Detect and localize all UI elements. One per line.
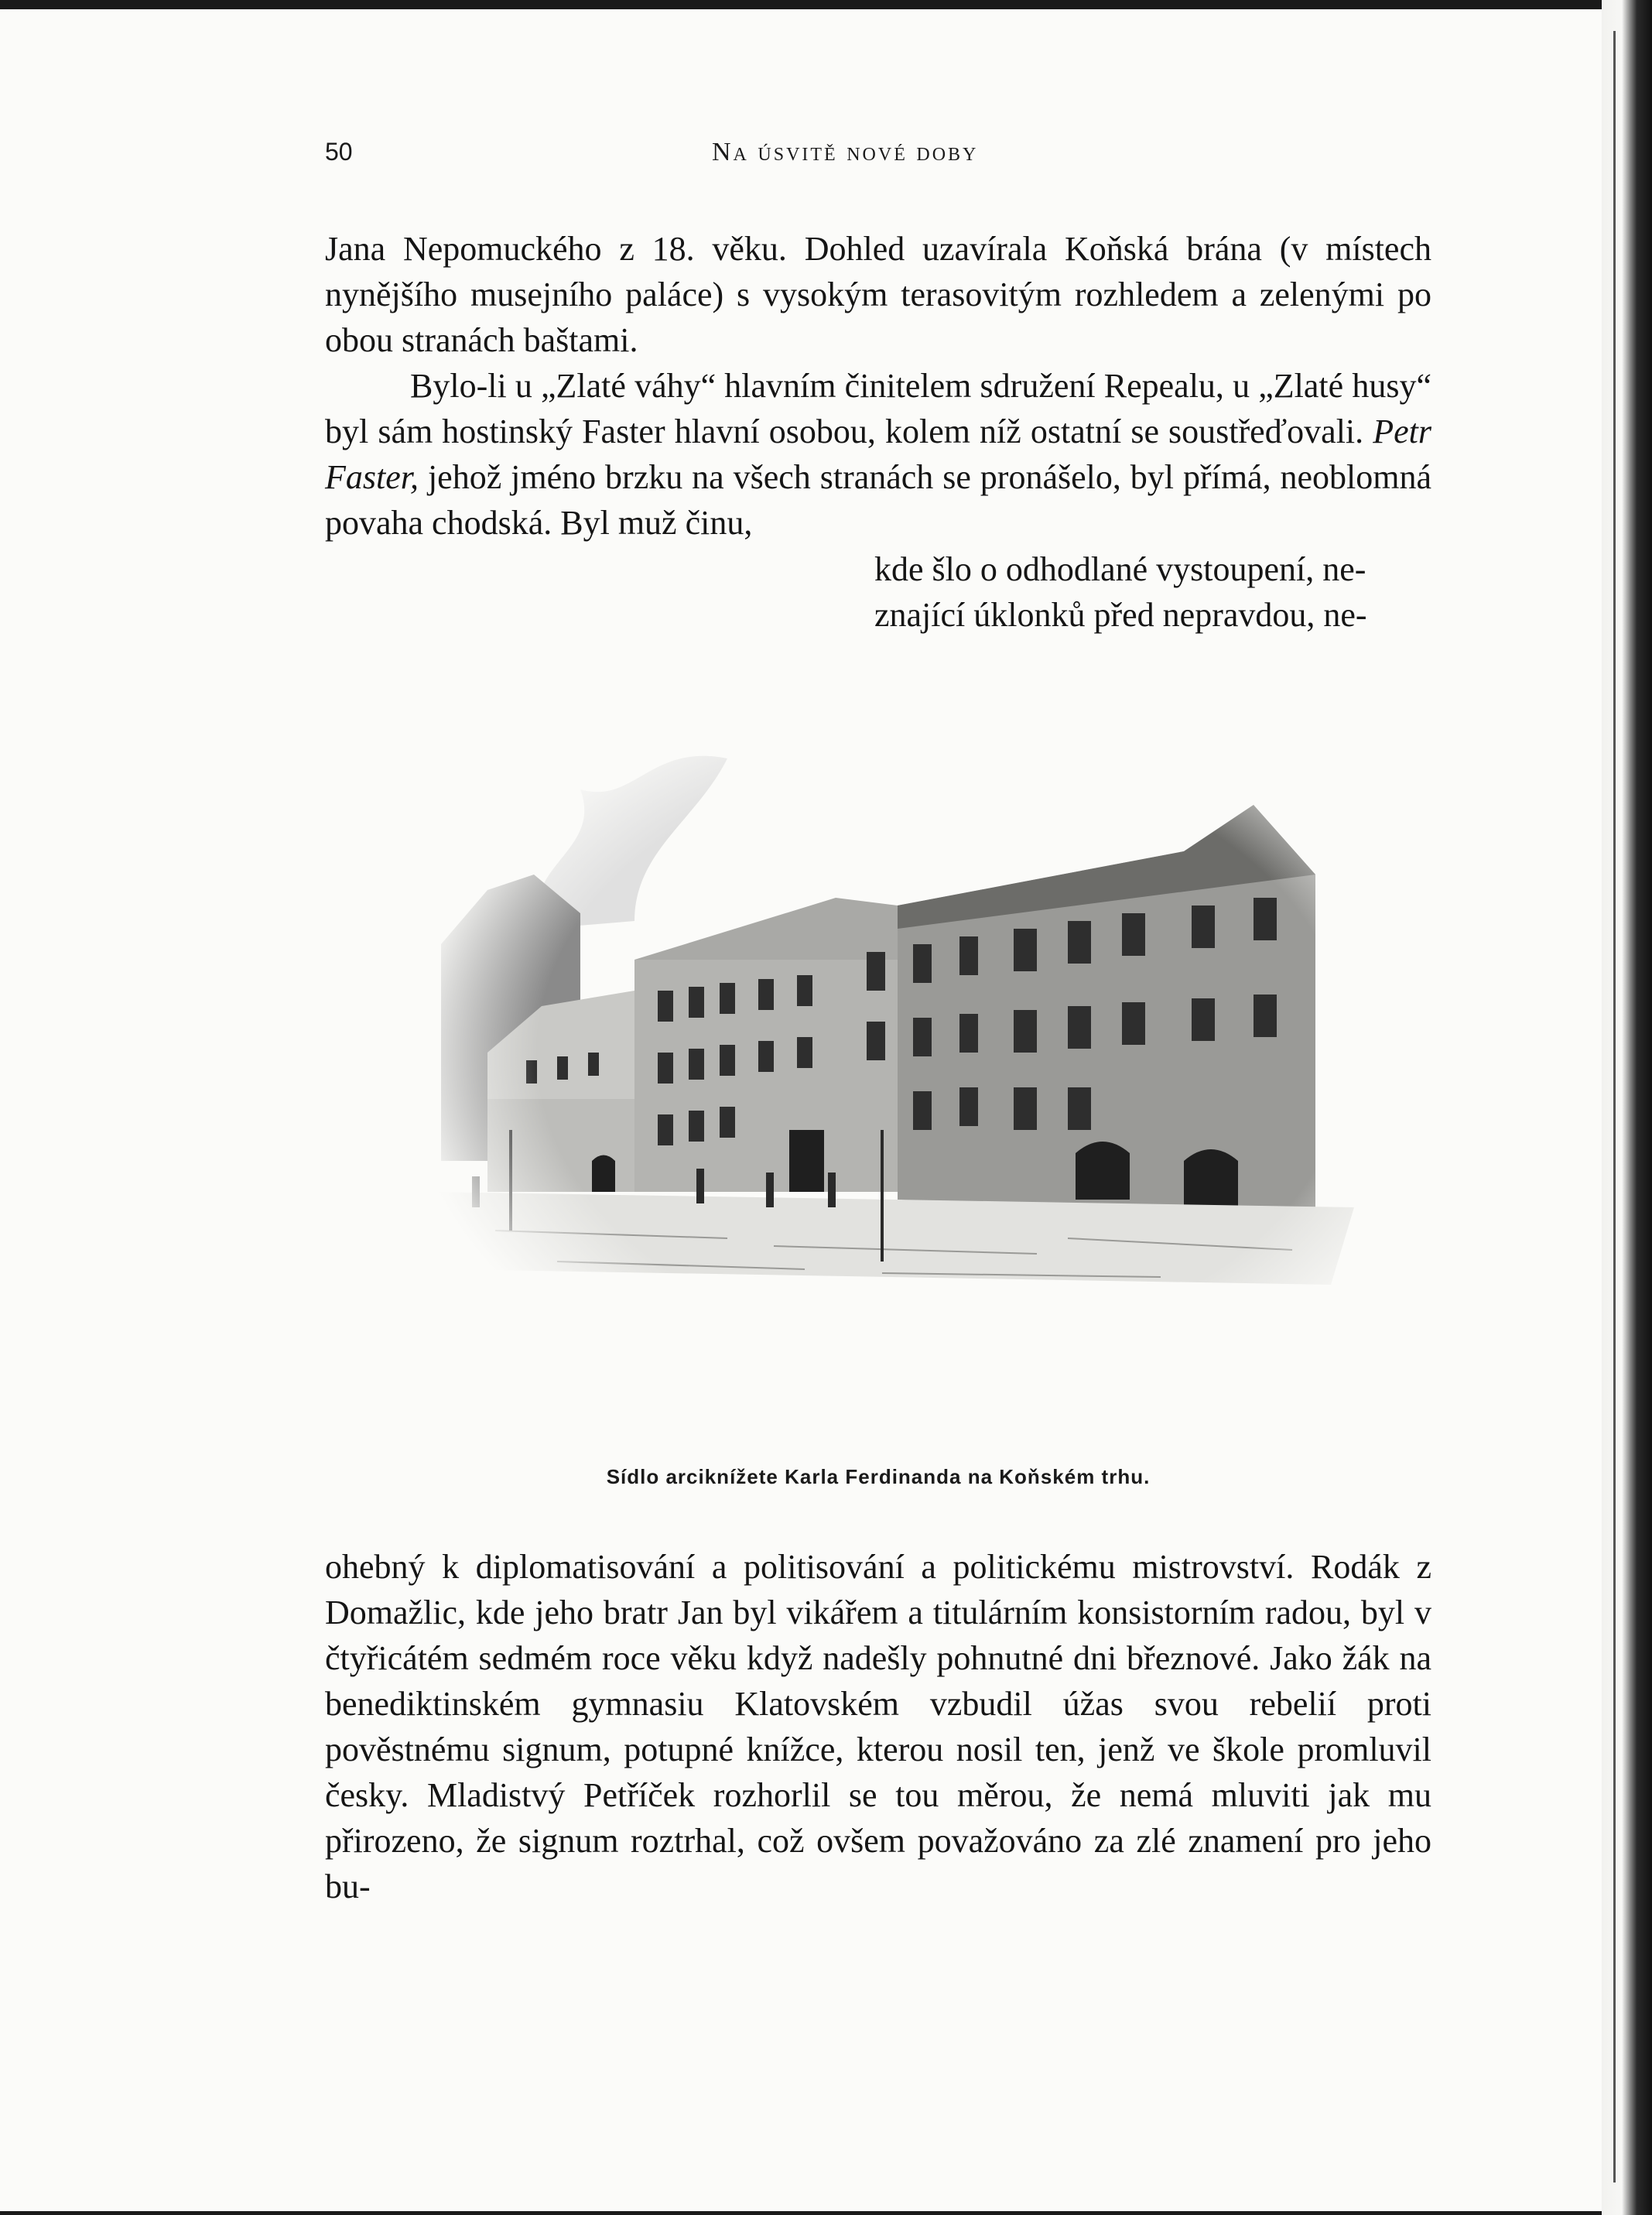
- figure-caption: Sídlo arciknížete Karla Ferdinanda na Koňském trhu.: [606, 1465, 1151, 1488]
- binding-shadow: [1613, 31, 1616, 2182]
- paragraph-3: ohebný k diplomatisování a politisování a politickému mistrovství. Rodák z Domažlic, kde jeho bratr Jan byl vikářem a titulárním konsistorním radou, byl v čtyřicátém sedmém roce věku když nadešly pohnutné dni březnové. Jako žák na benediktinském gymnasiu Klatovském vzbudil úžas svou rebelií proti pověstnému signum, potupné knížce, kterou nosil ten, jenž ve škole promluvil česky. Mladistvý Petříček rozhorlil se tou měrou, že nemá mluviti jak mu přirozeno, že signum roztrhal, což ovšem považováno za zlé znamení pro jeho bu-: [325, 1548, 1431, 1905]
- paragraph-2: [325, 363, 1431, 546]
- running-title: Na úsvitě nové doby: [712, 138, 979, 166]
- bottom-text: [325, 1544, 1431, 1909]
- person-name: Petr Faster,: [325, 413, 1431, 496]
- wrap-line-1: kde šlo o odhodlané vystoupení, ne-: [874, 550, 1366, 588]
- illustration-buildings: [402, 697, 1385, 1409]
- paragraph-2-end: jehož jméno brzku na všech stranách se pronášelo, byl přímá, neoblomná povaha chodská. Byl muž činu,: [325, 458, 1432, 542]
- wrap-line-2: znající úklonků před nepravdou, ne-: [874, 596, 1367, 634]
- paragraph-1: Jana Nepomuckého z 18. věku. Dohled uzavírala Koňská brána (v místech nynějšího musejního paláce) s vysokým terasovitým rozhledem a zelenými po obou stranách baštami.: [325, 230, 1431, 359]
- wrap-text: [874, 546, 1431, 638]
- running-head: [325, 138, 1431, 176]
- top-text: [325, 226, 1431, 546]
- paragraph-2-start: Bylo-li u „Zlaté váhy“ hlavním činitelem sdružení Repealu, u „Zlaté husy“ byl sám hostinský Faster hlavní osobou, kolem níž ostatní se soustřeďovali.: [325, 367, 1431, 450]
- page-edge: [1602, 0, 1652, 2215]
- page-number: 50: [325, 138, 353, 166]
